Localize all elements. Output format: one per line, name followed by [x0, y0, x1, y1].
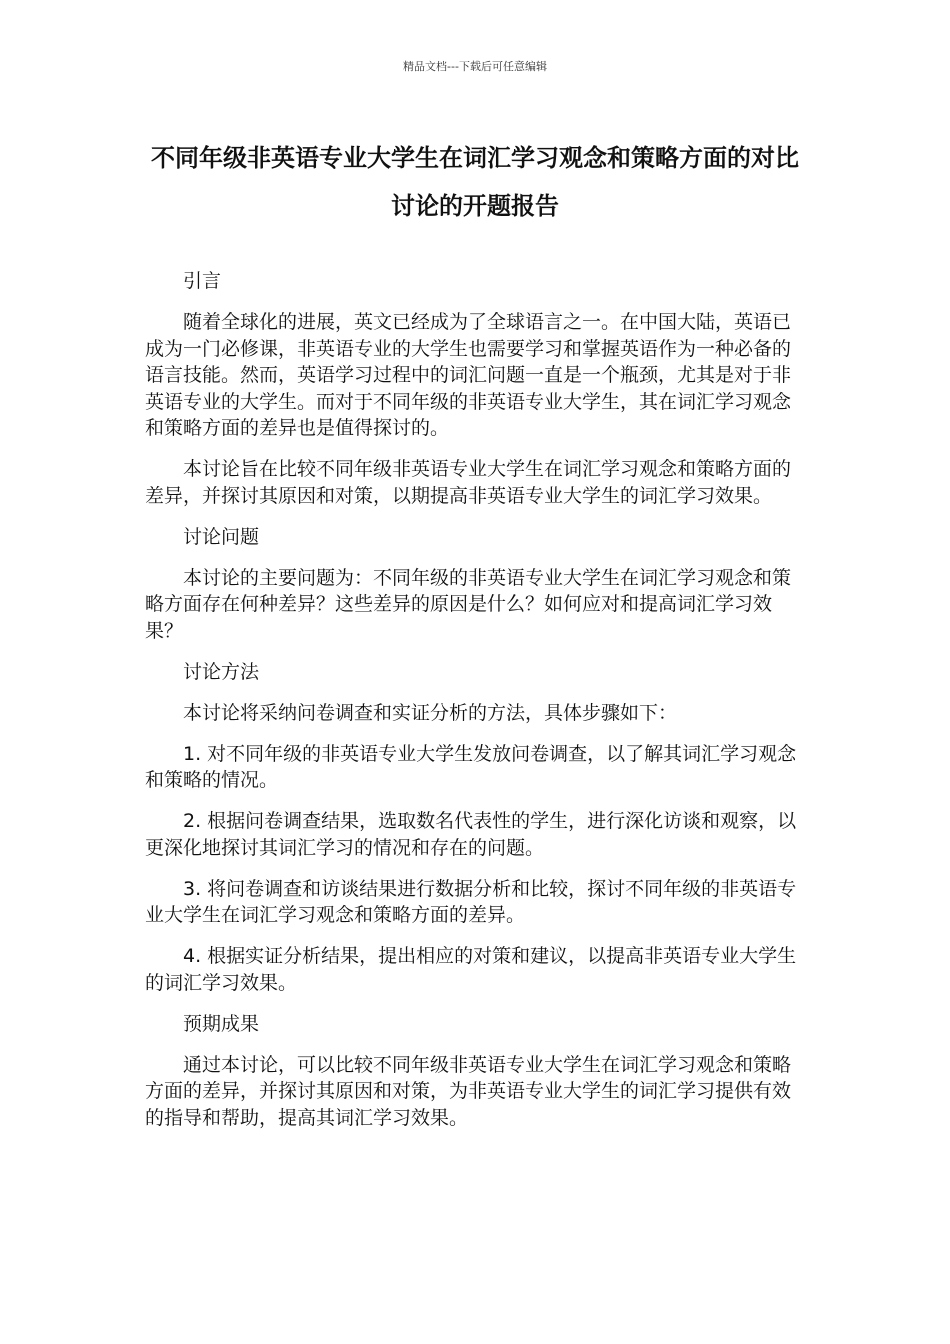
document-body: [145, 268, 803, 1146]
paragraph-intro-1: 随着全球化的进展，英文已经成为了全球语言之一。在中国大陆，英语已成为一门必修课，非英语专业的大学生也需要学习和掌握英语作为一种必备的语言技能。然而，英语学习过程中的词汇问题一直是一个瓶颈，尤其是对于非英语专业的大学生。而对于不同年级的非英语专业大学生，其在词汇学习观念和策略方面的差异也是值得探讨的。: [145, 311, 792, 439]
method-step-4: 4. 根据实证分析结果，提出相应的对策和建议，以提高非英语专业大学生的词汇学习效果。: [145, 945, 797, 994]
method-step-2: 2. 根据问卷调查结果，选取数名代表性的学生，进行深化访谈和观察，以更深化地探讨其词汇学习的情况和存在的问题。: [145, 810, 797, 859]
header-note: 精品文档---下载后可任意编辑: [403, 60, 547, 73]
document-title: 不同年级非英语专业大学生在词汇学习观念和策略方面的对比讨论的开题报告: [151, 144, 799, 220]
section-heading-outcomes: 预期成果: [183, 1012, 260, 1035]
section-heading-methods: 讨论方法: [183, 660, 260, 683]
paragraph-questions: 本讨论的主要问题为：不同年级的非英语专业大学生在词汇学习观念和策略方面存在何种差异？这些差异的原因是什么？如何应对和提高词汇学习效果？: [145, 566, 792, 642]
section-heading-questions: 讨论问题: [183, 525, 260, 548]
paragraph-intro-2: 本讨论旨在比较不同年级非英语专业大学生在词汇学习观念和策略方面的差异，并探讨其原因和对策，以期提高非英语专业大学生的词汇学习效果。: [145, 458, 792, 507]
paragraph-methods-intro: 本讨论将采纳问卷调查和实证分析的方法，具体步骤如下：: [183, 701, 678, 724]
paragraph-outcomes: 通过本讨论，可以比较不同年级非英语专业大学生在词汇学习观念和策略方面的差异，并探讨其原因和对策，为非英语专业大学生的词汇学习提供有效的指导和帮助，提高其词汇学习效果。: [145, 1053, 792, 1129]
method-step-1: 1. 对不同年级的非英语专业大学生发放问卷调查，以了解其词汇学习观念和策略的情况。: [145, 742, 797, 791]
method-step-3: 3. 将问卷调查和访谈结果进行数据分析和比较，探讨不同年级的非英语专业大学生在词汇学习观念和策略方面的差异。: [145, 877, 797, 926]
section-heading-intro: 引言: [183, 270, 222, 292]
